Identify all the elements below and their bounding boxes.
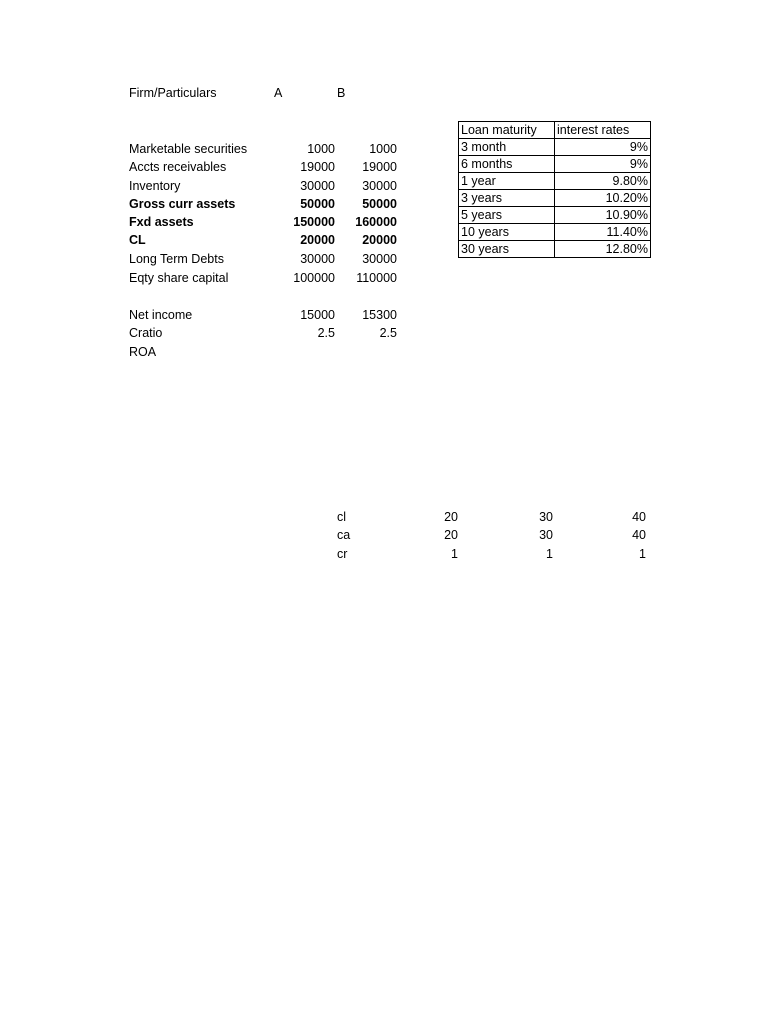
ratio-value: 40 bbox=[632, 528, 646, 542]
row-value-b: 160000 bbox=[355, 215, 397, 229]
table-cell-maturity: 6 months bbox=[459, 156, 555, 173]
table-header-row bbox=[459, 122, 651, 139]
interest-rates-table bbox=[458, 121, 651, 258]
row-value-a: 50000 bbox=[300, 197, 335, 211]
table-cell-rate: 9% bbox=[555, 139, 651, 156]
table-cell-maturity: 1 year bbox=[459, 173, 555, 190]
table-header-cell: Loan maturity bbox=[459, 122, 555, 139]
row-value-a: 30000 bbox=[300, 252, 335, 266]
row-value-b: 30000 bbox=[362, 252, 397, 266]
row-value-b: 30000 bbox=[362, 179, 397, 193]
table-cell-rate: 10.20% bbox=[555, 190, 651, 207]
row-value-b: 20000 bbox=[362, 233, 397, 247]
row-label: Gross curr assets bbox=[129, 197, 236, 211]
row-label: Eqty share capital bbox=[129, 271, 229, 285]
row-value-a: 19000 bbox=[300, 160, 335, 174]
row-value-b: 19000 bbox=[362, 160, 397, 174]
row-value-a: 1000 bbox=[307, 142, 335, 156]
row-label: CL bbox=[129, 233, 146, 247]
row-label: Net income bbox=[129, 308, 193, 322]
table-row bbox=[459, 173, 651, 190]
row-label: Fxd assets bbox=[129, 215, 194, 229]
table-cell-rate: 9% bbox=[555, 156, 651, 173]
table-cell-maturity: 30 years bbox=[459, 241, 555, 258]
table-cell-rate: 11.40% bbox=[555, 224, 651, 241]
table-row bbox=[459, 241, 651, 258]
row-value-a: 100000 bbox=[293, 271, 335, 285]
table-header-cell: interest rates bbox=[555, 122, 651, 139]
table-cell-maturity: 5 years bbox=[459, 207, 555, 224]
ratio-label: ca bbox=[337, 528, 351, 542]
header-label: Firm/Particulars bbox=[129, 86, 217, 100]
table-cell-maturity: 3 month bbox=[459, 139, 555, 156]
header-col-a: A bbox=[274, 86, 283, 100]
ratio-value: 1 bbox=[451, 547, 458, 561]
row-value-a: 15000 bbox=[300, 308, 335, 322]
table-cell-rate: 12.80% bbox=[555, 241, 651, 258]
ratio-value: 30 bbox=[539, 528, 553, 542]
table-row bbox=[459, 207, 651, 224]
row-value-b: 15300 bbox=[362, 308, 397, 322]
table-row bbox=[459, 139, 651, 156]
row-label: Cratio bbox=[129, 326, 163, 340]
ratio-value: 20 bbox=[444, 510, 458, 524]
row-label: Marketable securities bbox=[129, 142, 248, 156]
ratio-label: cl bbox=[337, 510, 347, 524]
table-row bbox=[459, 190, 651, 207]
row-value-a: 2.5 bbox=[317, 326, 335, 340]
ratio-value: 40 bbox=[632, 510, 646, 524]
row-value-b: 50000 bbox=[362, 197, 397, 211]
table-cell-rate: 9.80% bbox=[555, 173, 651, 190]
row-value-b: 1000 bbox=[369, 142, 397, 156]
table-row bbox=[459, 224, 651, 241]
row-value-b: 110000 bbox=[356, 271, 397, 285]
table-cell-rate: 10.90% bbox=[555, 207, 651, 224]
ratio-value: 20 bbox=[444, 528, 458, 542]
ratio-value: 1 bbox=[639, 547, 646, 561]
row-value-a: 30000 bbox=[300, 179, 335, 193]
row-value-a: 20000 bbox=[300, 233, 335, 247]
row-label: Inventory bbox=[129, 179, 181, 193]
table-row bbox=[459, 156, 651, 173]
header-col-b: B bbox=[337, 86, 346, 100]
table-cell-maturity: 10 years bbox=[459, 224, 555, 241]
ratio-value: 1 bbox=[546, 547, 553, 561]
table-cell-maturity: 3 years bbox=[459, 190, 555, 207]
row-label: Long Term Debts bbox=[129, 252, 224, 266]
ratio-value: 30 bbox=[539, 510, 553, 524]
ratio-label: cr bbox=[337, 547, 348, 561]
row-value-a: 150000 bbox=[293, 215, 335, 229]
row-label: ROA bbox=[129, 345, 157, 359]
row-value-b: 2.5 bbox=[379, 326, 397, 340]
row-label: Accts receivables bbox=[129, 160, 227, 174]
